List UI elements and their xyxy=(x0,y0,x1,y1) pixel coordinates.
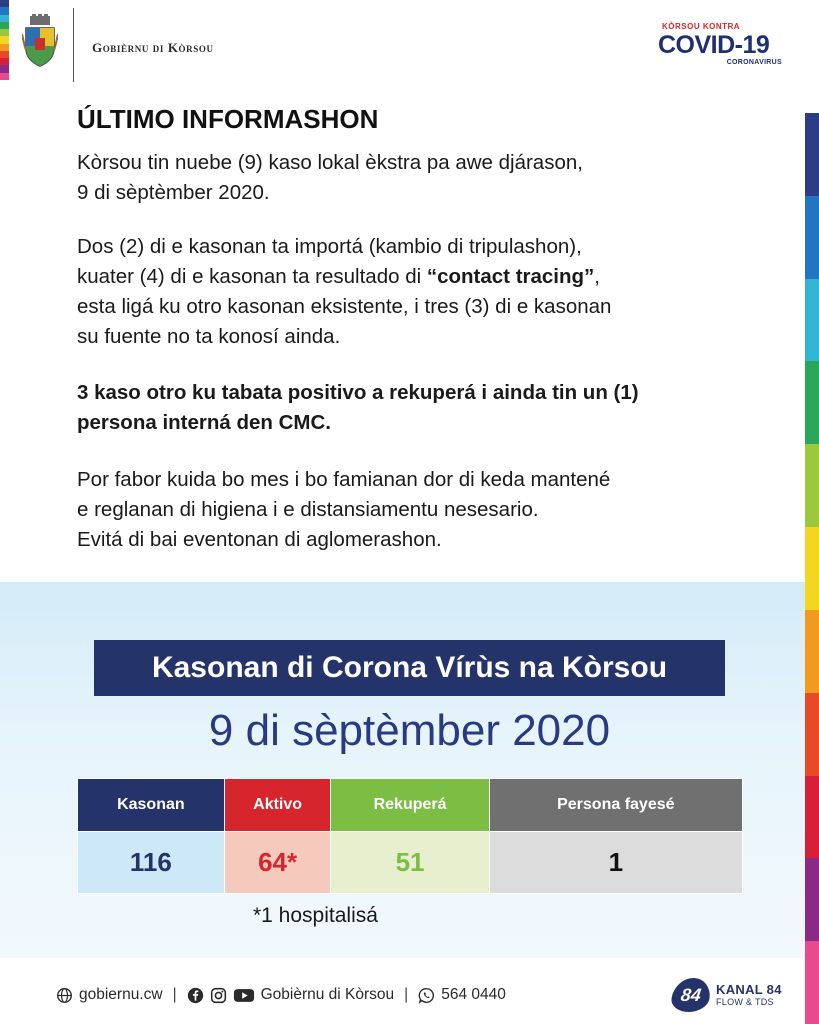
header-deceased: Persona fayesé xyxy=(489,779,742,832)
text-line: esta ligá ku otro kasonan eksistente, i tres (3) di e kasonan xyxy=(77,295,612,318)
whatsapp-icon xyxy=(418,987,435,1004)
update-paragraph-1 xyxy=(77,148,777,208)
phone-number[interactable]: 564 0440 xyxy=(441,986,506,1003)
text-line: 3 kaso otro ku tabata positivo a rekuperá i ainda tin un (1) xyxy=(77,381,639,404)
header-active: Aktivo xyxy=(224,779,331,832)
update-paragraph-2 xyxy=(77,232,777,352)
value-active: 64* xyxy=(224,832,331,894)
text-line: Evitá di bai eventonan di aglomerashon. xyxy=(77,528,442,551)
value-deceased: 1 xyxy=(489,832,742,894)
text-line: Dos (2) di e kasonan ta importá (kambio di tripulashon), xyxy=(77,235,582,258)
globe-icon xyxy=(56,987,73,1004)
header-cases: Kasonan xyxy=(78,779,225,832)
kanal-84-subtitle: FLOW & TDS xyxy=(716,997,774,1007)
update-heading: ÚLTIMO INFORMASHON xyxy=(77,104,379,134)
kanal-84-badge: 84 xyxy=(670,978,713,1012)
update-paragraph-4 xyxy=(77,465,777,555)
left-color-strip xyxy=(0,0,9,80)
cases-table xyxy=(77,778,743,894)
right-color-strip xyxy=(805,113,819,1024)
youtube-icon[interactable] xyxy=(233,987,255,1004)
covid-title: COVID-19 xyxy=(658,31,770,59)
text-line: Por fabor kuida bo mes i bo famianan dor di keda mantené xyxy=(77,468,611,491)
text-line: Kòrsou tin nuebe (9) kaso lokal èkstra pa awe djárason, xyxy=(77,151,583,174)
covid-subtitle: CORONAVIRUS xyxy=(726,59,782,66)
text-line: 9 di sèptèmber 2020. xyxy=(77,181,270,204)
contact-tracing-emphasis: “contact tracing” xyxy=(426,265,595,288)
value-cases: 116 xyxy=(78,832,225,894)
table-value-row xyxy=(78,832,743,894)
update-paragraph-3 xyxy=(77,378,777,438)
website-link[interactable]: gobiernu.cw xyxy=(79,986,163,1003)
footer-contact-row xyxy=(56,986,506,1004)
instagram-icon[interactable] xyxy=(210,987,227,1004)
value-recovered: 51 xyxy=(331,832,489,894)
kanal-84-name: KANAL 84 xyxy=(716,982,782,997)
text-fragment: , xyxy=(594,265,600,288)
table-header-row xyxy=(78,779,743,832)
cases-title: Kasonan di Corona Vírùs na Kòrsou xyxy=(94,640,725,696)
footer xyxy=(0,958,805,1024)
text-line: su fuente no ta konosí ainda. xyxy=(77,325,341,348)
text-line xyxy=(77,262,777,292)
coat-of-arms-icon xyxy=(22,14,58,68)
text-fragment: kuater (4) di e kasonan ta resultado di xyxy=(77,265,427,288)
covid-campaign-logo xyxy=(656,22,786,70)
text-line: e reglanan di higiena i e distansiamentu nesesario. xyxy=(77,498,539,521)
government-name: Gobièrnu di Kòrsou xyxy=(92,40,214,55)
cases-date: 9 di sèptèmber 2020 xyxy=(208,706,611,755)
separator: | xyxy=(172,986,177,1003)
cases-section-background xyxy=(0,582,805,958)
header-recovered: Rekuperá xyxy=(331,779,489,832)
header-separator xyxy=(73,8,74,82)
facebook-icon[interactable] xyxy=(187,987,204,1004)
hospitalized-footnote: *1 hospitalisá xyxy=(253,904,378,927)
separator: | xyxy=(404,986,409,1003)
social-account-name[interactable]: Gobièrnu di Kòrsou xyxy=(260,986,395,1003)
covid-kicker: KÒRSOU KONTRA xyxy=(662,22,741,31)
text-line: persona interná den CMC. xyxy=(77,411,332,434)
kanal-84-logo xyxy=(672,978,792,1014)
